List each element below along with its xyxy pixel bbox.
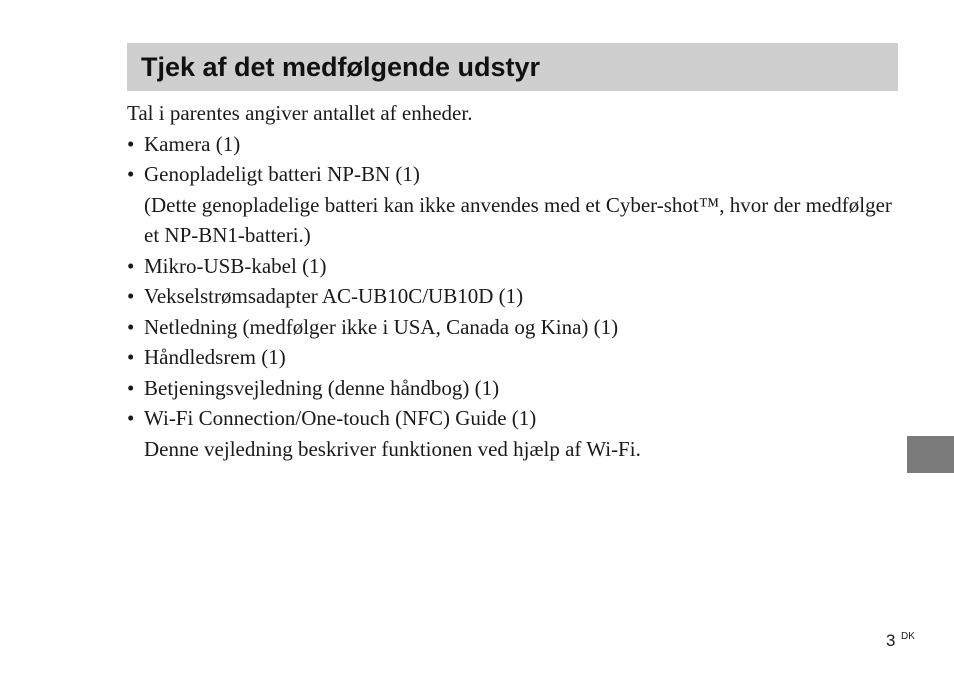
bullet-icon: • (127, 406, 135, 430)
list-item-wifi-guide (127, 403, 907, 464)
list-item-text: Genopladeligt batteri NP-BN (1) (144, 162, 420, 186)
page-number: 3 (886, 631, 896, 650)
list-item-text: Håndledsrem (1) (144, 345, 286, 369)
list-item-note: (Dette genopladelige batteri kan ikke anvendes med et Cyber-shot™, hvor der medfølger et NP-BN1-batteri.) (144, 192, 892, 247)
bullet-icon: • (127, 131, 135, 156)
section-heading-bar (127, 43, 898, 91)
list-item-note: Denne vejledning beskriver funktionen ved hjælp af Wi-Fi. (144, 436, 641, 461)
bullet-icon: • (127, 253, 135, 278)
bullet-icon: • (127, 162, 135, 186)
list-item-camera (127, 129, 907, 160)
list-item-text: Netledning (medfølger ikke i USA, Canada og Kina) (1) (144, 314, 619, 339)
list-item-power-cord (127, 312, 907, 343)
section-index-tab (907, 436, 954, 473)
list-item-text: Wi-Fi Connection/One-touch (NFC) Guide (1) (144, 406, 537, 430)
page-language-code: DK (901, 631, 915, 642)
intro-paragraph: Tal i parentes angiver antallet af enheder. (127, 101, 473, 125)
document-body (127, 98, 907, 464)
list-item-text: Mikro-USB-kabel (1) (144, 253, 327, 278)
list-item-usb-cable (127, 251, 907, 282)
list-item-text: Betjeningsvejledning (denne håndbog) (1) (144, 375, 500, 400)
list-item-text: Kamera (1) (144, 131, 241, 156)
list-item-instruction-manual (127, 373, 907, 404)
list-item-ac-adaptor (127, 281, 907, 312)
bullet-icon: • (127, 375, 135, 400)
list-item-text: Vekselstrømsadapter AC-UB10C/UB10D (1) (144, 284, 524, 308)
bullet-icon: • (127, 345, 135, 369)
list-item-battery (127, 159, 907, 251)
bullet-icon: • (127, 284, 135, 308)
supplied-items-list (127, 129, 907, 465)
list-item-wrist-strap (127, 342, 907, 373)
bullet-icon: • (127, 314, 135, 339)
section-title: Tjek af det medfølgende udstyr (141, 52, 541, 82)
